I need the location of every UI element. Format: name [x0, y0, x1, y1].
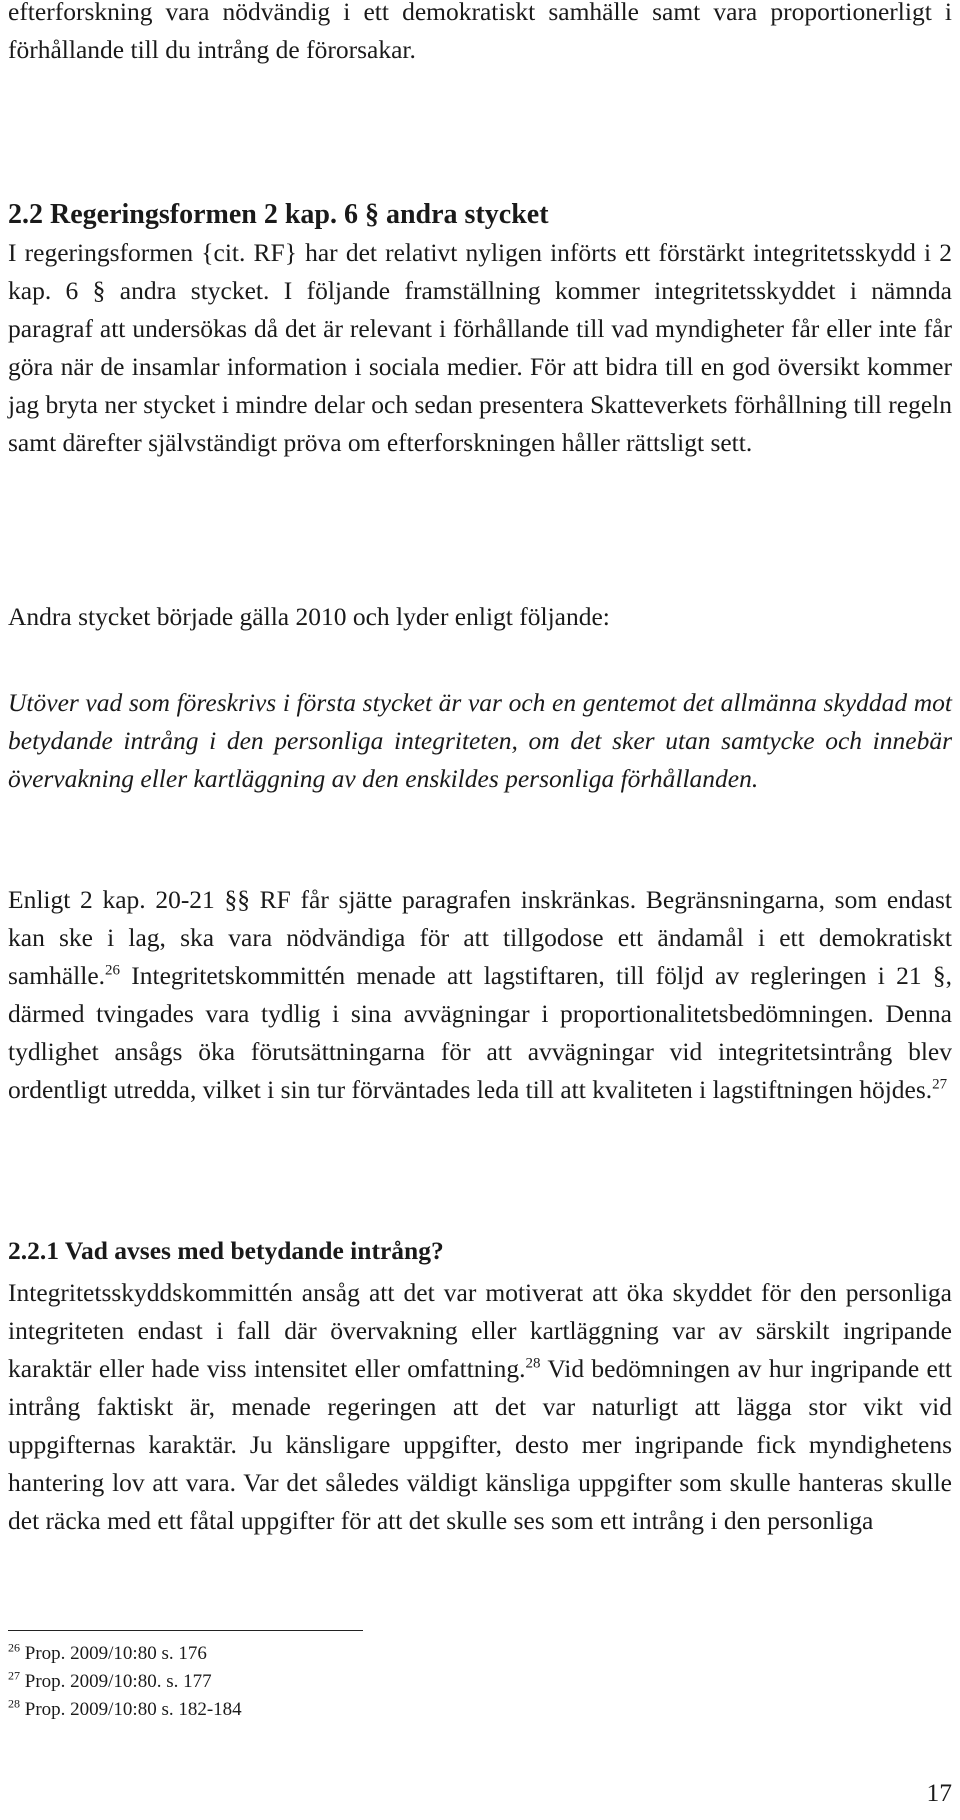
- subsection-heading: 2.2.1 Vad avses med betydande intrång?: [8, 1236, 444, 1265]
- paragraph-text: Vid bedömningen av hur ingripande ett intrång faktiskt är, menade regeringen att det var naturligt att lägga stor vikt vid uppgifternas karaktär. Ju känsligare uppgifter, desto mer ingripande fick myndighetens hantering lov att vara. Var det således väldigt känsliga uppgifter som skulle hanteras skulle det räcka med ett fåtal uppgifter för att det skulle ses som ett intrång i den personliga: [8, 1354, 952, 1535]
- footnote: [8, 1696, 242, 1724]
- paragraph-text: Integritetsskyddskommittén ansåg att det var motiverat att öka skyddet för den personliga integriteten endast i fall där övervakning eller kartläggning var av särskilt ingripande karaktär eller hade viss intensitet eller omfattning.: [8, 1278, 952, 1383]
- paragraph-limitations: [8, 881, 952, 1109]
- statute-quote: Utöver vad som föreskrivs i första stycket är var och en gentemot det allmänna skyddad mot betydande intrång i den personliga integriteten, om det sker utan samtycke och innebär övervakning eller kartläggning av den enskildes personliga förhållanden.: [8, 688, 952, 793]
- footnote-ref: 27: [932, 1076, 948, 1093]
- footnote-ref: 26: [105, 962, 121, 979]
- section-heading: 2.2 Regeringsformen 2 kap. 6 § andra stycket: [8, 199, 549, 230]
- footnote: [8, 1668, 242, 1696]
- paragraph-text: Enligt 2 kap. 20-21 §§ RF får sjätte paragrafen inskränkas. Begränsningarna, som endast kan ske i lag, ska vara nödvändiga för att tillgodose ett ändamål i ett demokratiskt samhälle.: [8, 885, 952, 990]
- footnote-divider: [8, 1630, 363, 1631]
- footnote-text: Prop. 2009/10:80. s. 177: [24, 1671, 212, 1692]
- footnote-number: 27: [8, 1668, 20, 1683]
- paragraph-lead-in: Andra stycket började gälla 2010 och lyder enligt följande:: [8, 602, 610, 631]
- footnote-text: Prop. 2009/10:80 s. 182-184: [24, 1699, 242, 1720]
- page-number: 17: [926, 1778, 952, 1807]
- paragraph-text: Integritetskommittén menade att lagstiftaren, till följd av regleringen i 21 §, därmed tvingades vara tydlig i sina avvägningar i proportionalitetsbedömningen. Denna tydlighet ansågs öka förutsättningarna för att avvägningar vid integritetsintrång blev ordentligt utredda, vilket i sin tur förväntades leda till att kvaliteten i lagstiftningen höjdes.: [8, 961, 952, 1104]
- paragraph-significant-intrusion: [8, 1274, 952, 1540]
- footnote-ref: 28: [525, 1355, 541, 1372]
- paragraph-continued: efterforskning vara nödvändig i ett demokratiskt samhälle samt vara proportionerligt i förhållande till du intrång de förorsakar.: [8, 0, 952, 64]
- footnote-number: 28: [8, 1696, 20, 1711]
- footnote-number: 26: [8, 1640, 20, 1655]
- paragraph-intro: I regeringsformen {cit. RF} har det relativt nyligen införts ett förstärkt integritetsskydd i 2 kap. 6 § andra stycket. I följande framställning kommer integritetsskyddet i nämnda paragraf att undersökas då det är relevant i förhållande till vad myndigheter får eller inte får göra när de insamlar information i sociala medier. För att bidra till en god översikt kommer jag bryta ner stycket i mindre delar och sedan presentera Skatteverkets förhållning till regeln samt därefter självständigt pröva om efterforskningen håller rättsligt sett.: [8, 238, 952, 457]
- footnote-text: Prop. 2009/10:80 s. 176: [24, 1643, 207, 1664]
- footnote: [8, 1640, 242, 1668]
- footnotes: [8, 1640, 242, 1724]
